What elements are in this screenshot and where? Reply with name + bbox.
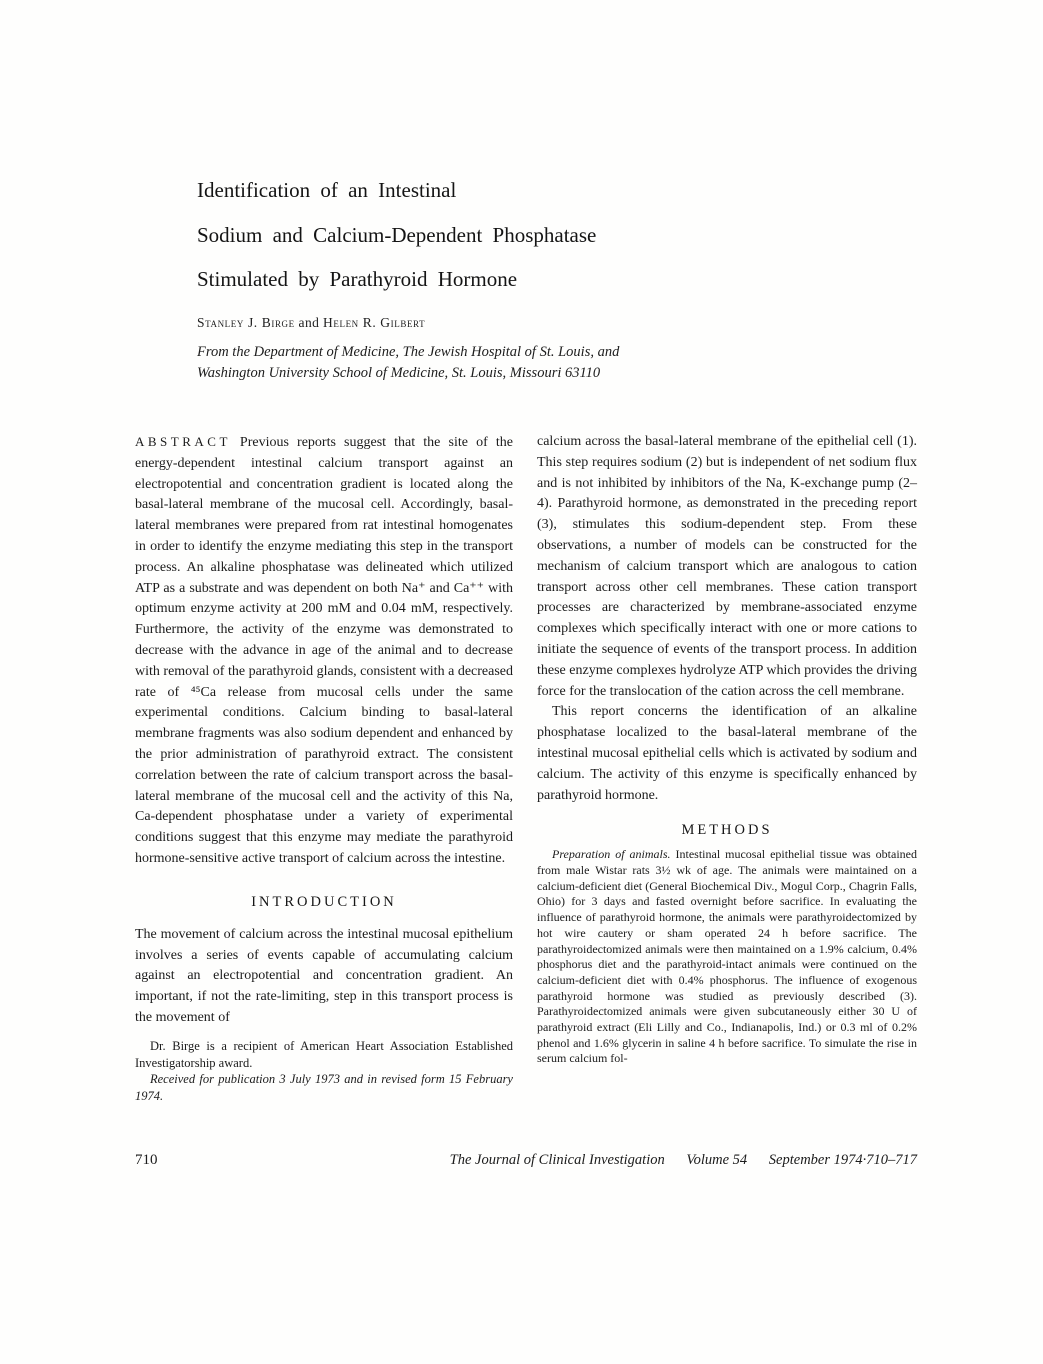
abstract-label: ABSTRACT <box>135 434 231 449</box>
author-name-1: Stanley J. Birge <box>197 314 295 330</box>
report-paragraph: This report concerns the identification of an alkaline phosphatase localized to the basal-lateral membrane of the intestinal mucosal epithelial cells which is activated by sodium and calcium. The activity of this enzyme is specifically enhanced by parathyroid hormone. <box>537 704 917 803</box>
journal-title: The Journal of Clinical Investigation <box>449 1152 665 1168</box>
abstract-paragraph <box>135 432 513 870</box>
authors-line <box>197 315 837 331</box>
page-number: 710 <box>135 1152 158 1168</box>
section-heading-introduction: INTRODUCTION <box>251 893 397 910</box>
section-heading-methods: METHODS <box>681 822 773 839</box>
affiliation-line-2: Washington University School of Medicine, St. Louis, Missouri 63110 <box>197 364 601 381</box>
journal-volume: Volume 54 <box>686 1152 748 1168</box>
affiliation-line-1: From the Department of Medicine, The Jewish Hospital of St. Louis, and <box>197 343 620 360</box>
footnote-received: Received for publication 3 July 1973 and in revised form 15 February 1974. <box>135 1072 513 1104</box>
title-line-1: Identification of an Intestinal <box>197 178 457 202</box>
journal-footer <box>450 1152 917 1169</box>
right-column <box>537 432 917 1105</box>
title-line-2: Sodium and Calcium-Dependent Phosphatase <box>197 222 597 247</box>
methods-lead: Preparation of animals. <box>552 847 671 862</box>
left-column <box>135 432 513 1105</box>
methods-paragraph <box>537 847 917 1067</box>
abstract-text: Previous reports suggest that the site of the energy-dependent intestinal calcium transport against an electropotential and concentration gradient is located along the basal-lateral membrane of the mucosal cell. Accordingly, basal-lateral membranes were prepared from rat intestinal homogenates in order to identify the enzyme mediating this step in the transport process. An alkaline phosphatase was delineated which utilized ATP as a substrate and was dependent on both Na⁺ and Ca⁺⁺ with optimum enzyme activity at 200 mM and 0.04 mM, respectively. Furthermore, the activity of the enzyme was demonstrated to decrease with the advance in age of the animal and to decrease with removal of the parathyroid glands, consistent with a decreased rate of ⁴⁵Ca release from mucosal cells under the same experimental conditions. Calcium binding to basal-lateral membrane fragments was also sodium dependent and enhanced by the prior administration of parathyroid extract. The consistent correlation between the rate of calcium transport across the basal-lateral membrane of the mucosal cell and the activity of this Na, Ca-dependent phosphatase under a variety of experimental conditions suggest that this enzyme may mediate the parathyroid hormone-sensitive active transport of calcium across the intestine. <box>135 435 513 866</box>
author-conjunction: and <box>298 314 320 330</box>
methods-text: Intestinal mucosal epithelial tissue was obtained from male Wistar rats 3½ wk of age. The animals were maintained on a calcium-deficient diet (General Biochemical Div., Mogul Corp., Chagrin Falls, Ohio) for 3 days and fasted overnight before sacrifice. In evaluating the influence of parathyroid hormone, the animals were parathyroidectomized by hot wire cautery or sham operated 24 h before sacrifice. The parathyroidectomized animals were then maintained on a 1.9% calcium, 0.4% phosphorus diet and the parathyroid-intact animals were continued on the calcium-deficient diet with 0.4% phosphorus. The influence of exogenous parathyroid hormone was studied as previously described (3). Parathyroidectomized animals were given subcutaneously either 30 U of parathyroid extract (Eli Lilly and Co., Indianapolis, Ind.) or 0.3 ml of 0.2% phenol and 1.6% glycerin in saline 4 h before sacrifice. To simulate the rise in serum calcium fol- <box>537 847 918 1066</box>
article-title <box>197 168 837 302</box>
title-line-3: Stimulated by Parathyroid Hormone <box>197 267 518 291</box>
footnote-block <box>135 1038 513 1105</box>
body-columns <box>135 432 917 1105</box>
page-footer <box>135 1152 917 1169</box>
footnote-award: Dr. Birge is a recipient of American Heart Association Established Investigatorship award. <box>135 1038 513 1070</box>
affiliation <box>197 342 837 384</box>
journal-issue-pages: September 1974·710–717 <box>768 1152 917 1168</box>
continuation-paragraph: calcium across the basal-lateral membrane of the epithelial cell (1). This step requires sodium (2) but is independent of net sodium flux and is not inhibited by inhibitors of the Na, K-exchange pump (2–4). Parathyroid hormone, as demonstrated in the preceding report (3), stimulates this sodium-dependent step. From these observations, a number of models can be constructed for the mechanism of calcium transport which are analogous to cation transport across other cell membranes. These cation transport processes are characterized by membrane-associated enzyme complexes which specifically interact with one or more cations to initiate the sequence of events of the transport process. In addition these enzyme complexes hydrolyze ATP which provides the driving force for the translocation of the cation across the cell membrane. <box>537 434 917 699</box>
title-block <box>197 168 837 384</box>
introduction-paragraph: The movement of calcium across the intestinal mucosal epithelium involves a series of events capable of accumulating calcium against an electropotential and concentration gradient. An important, if not the rate-limiting, step in this transport process is the movement of <box>135 926 513 1025</box>
author-name-2: Helen R. Gilbert <box>323 314 426 330</box>
